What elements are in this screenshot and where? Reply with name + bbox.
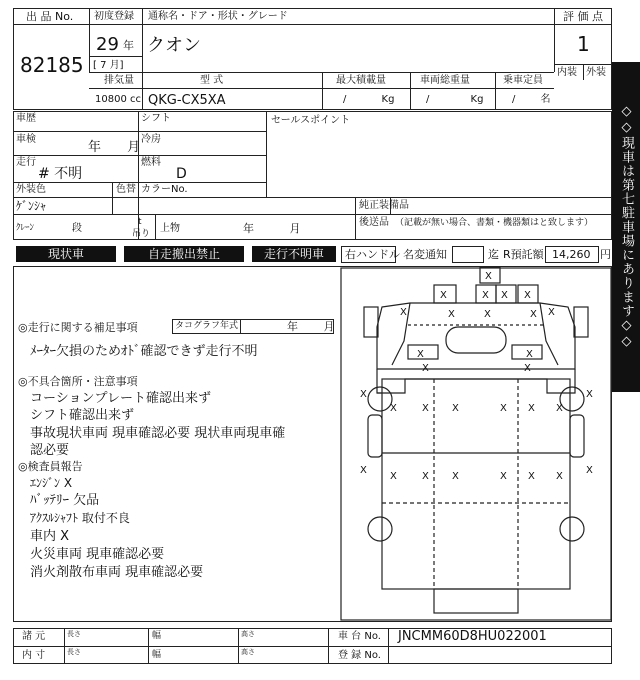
damage-mark: X — [528, 471, 535, 482]
reg-no-label: 登 録 No. — [338, 650, 381, 661]
sales-point-label: セールスポイント — [271, 115, 351, 126]
damage-mark: X — [530, 309, 537, 320]
retrofit-note: （記載が無い場合、書類・機器類はと致します） — [395, 218, 594, 228]
fuel-label: 燃料 — [141, 157, 161, 168]
lot-label: 出 品 No. — [26, 10, 74, 23]
damage-mark: X — [524, 363, 531, 374]
shogen-label: 諸 元 — [22, 631, 46, 642]
car-name: クオン — [147, 35, 201, 56]
handle-value: 右ハンドル — [345, 248, 400, 261]
crane-ton: t — [138, 217, 142, 227]
damage-mark: X — [501, 290, 508, 301]
crane-stage: 段 — [72, 223, 82, 234]
mileage-label: 走行 — [16, 157, 36, 168]
damage-mark: X — [422, 363, 429, 374]
status-badge-genjo: 現状車 — [16, 246, 116, 262]
name-change-label: 名変通知 — [403, 248, 447, 261]
rating-value: 1 — [577, 32, 590, 56]
equip-label: 純正装備品 — [359, 200, 409, 211]
upper-label: 上物 — [160, 223, 180, 234]
defect-header-visible: ◎不具合箇所・注意事項 — [18, 375, 138, 388]
name-change-box — [452, 246, 484, 263]
truck-damage-diagram — [340, 267, 612, 621]
reg-year: 29 — [96, 34, 119, 55]
driving-text: ﾒｰﾀｰ欠損のためｵﾄﾞ確認できず走行不明 — [30, 344, 258, 359]
inspector-line: ｴﾝｼﾞﾝ X — [30, 476, 73, 490]
damage-mark: X — [417, 349, 424, 360]
damage-mark: X — [500, 403, 507, 414]
length-label: 長さ — [67, 648, 81, 656]
color-value: ｹﾞﾝｼｬ — [16, 199, 47, 213]
reg-label: 初度登録 — [94, 11, 134, 22]
upper-value: 年 月 — [243, 222, 301, 235]
exterior-label: 外装 — [586, 67, 606, 78]
width-label: 幅 — [152, 631, 162, 641]
gvw-value: / Kg — [426, 94, 484, 105]
damage-mark: X — [528, 403, 535, 414]
disp-value: 10800 cc — [95, 94, 141, 105]
height-label: 高さ — [241, 648, 255, 656]
damage-mark: X — [440, 290, 447, 301]
inspector-line: 火災車両 現車確認必要 — [30, 547, 165, 562]
model-value: QKG-CX5XA — [148, 93, 226, 108]
status-badge-jisou-kinshi: 自走搬出禁止 — [124, 246, 244, 262]
damage-mark: X — [586, 389, 593, 400]
damage-mark: X — [524, 290, 531, 301]
driving-header: ◎走行に関する補足事項 — [18, 321, 138, 334]
damage-mark: X — [422, 403, 429, 414]
naino-label: 内 寸 — [22, 650, 46, 661]
inspector-line: ﾊﾞｯﾃﾘｰ 欠品 — [30, 493, 100, 508]
damage-mark: X — [482, 290, 489, 301]
crane-label: ｸﾚｰﾝ — [16, 223, 35, 233]
damage-mark: X — [422, 471, 429, 482]
defect-line: 認必要 — [30, 443, 70, 458]
inspection-label: 車検 — [16, 134, 36, 145]
reg-month: [ 7 月] — [93, 60, 124, 71]
gvw-label: 車両総重量 — [420, 75, 470, 86]
fuel-value: D — [176, 166, 187, 182]
tachograph-label: タコグラフ年式 — [175, 321, 239, 331]
damage-mark: X — [500, 471, 507, 482]
chassis-label: 車 台 No. — [338, 631, 381, 642]
length-label: 長さ — [67, 630, 81, 638]
lot-number: 82185 — [20, 53, 84, 77]
retrofit-label: 後送品 — [359, 217, 389, 228]
capacity-value: / 名 — [512, 94, 551, 105]
damage-mark: X — [360, 465, 367, 476]
inspector-header: ◎検査員報告 — [18, 460, 83, 473]
damage-mark: X — [556, 471, 563, 482]
damage-mark: X — [586, 465, 593, 476]
damage-mark: X — [390, 403, 397, 414]
interior-label: 内装 — [557, 67, 577, 78]
inspection-value: 年 月 — [88, 140, 141, 155]
defect-line: 事故現状車両 現車確認必要 現状車両現車確 — [30, 426, 286, 441]
damage-mark: X — [360, 389, 367, 400]
load-value: / Kg — [343, 94, 395, 105]
damage-mark: X — [526, 349, 533, 360]
inspector-line: ｱｸｽﾙｼｬﾌﾄ 取付不良 — [30, 511, 130, 525]
deadline-label: 迄 — [488, 248, 499, 261]
recycle-unit: 円 — [600, 248, 611, 261]
defect-line: コーションプレート確認出来ず — [30, 391, 211, 406]
mileage-value: # 不明 — [38, 166, 83, 182]
damage-mark: X — [452, 471, 459, 482]
recycle-label: R預託額 — [503, 248, 544, 261]
damage-mark: X — [484, 309, 491, 320]
parking-banner: ◇◇現車は第七駐車場にあります◇◇ — [612, 62, 640, 392]
crane-hang: 吊り — [132, 229, 151, 239]
height-label: 高さ — [241, 630, 255, 638]
history-label: 車歴 — [16, 113, 36, 124]
inspector-line: 車内 X — [30, 529, 70, 544]
name-label: 通称名・ドア・形状・グレード — [148, 11, 288, 22]
damage-mark: X — [390, 471, 397, 482]
status-badge-soukou-fumei: 走行不明車 — [252, 246, 336, 262]
damage-mark: X — [548, 307, 555, 318]
inspector-line: 消火剤散布車両 現車確認必要 — [30, 565, 204, 580]
damage-mark: X — [556, 403, 563, 414]
defect-line: シフト確認出来ず — [30, 408, 135, 423]
reg-year-unit: 年 — [123, 39, 134, 52]
tachograph-value: 年 月 — [287, 320, 335, 333]
rating-label: 評 価 点 — [563, 10, 603, 23]
model-label: 型 式 — [200, 75, 224, 86]
width-label: 幅 — [152, 650, 162, 660]
shift-label: シフト — [141, 113, 171, 124]
chassis-value: JNCMM60D8HU022001 — [398, 629, 547, 644]
load-label: 最大積載量 — [336, 75, 386, 86]
damage-mark: X — [448, 309, 455, 320]
capacity-label: 乗車定員 — [503, 75, 543, 86]
color-number-label: カラーNo. — [141, 184, 188, 195]
ac-label: 冷房 — [141, 134, 161, 145]
damage-mark: X — [400, 307, 407, 318]
color-change-label: 色替 — [116, 184, 136, 195]
recycle-value: 14,260 — [552, 248, 591, 261]
damage-mark: X — [485, 271, 492, 282]
color-label: 外装色 — [16, 184, 46, 195]
disp-label: 排気量 — [104, 75, 134, 86]
damage-mark: X — [452, 403, 459, 414]
